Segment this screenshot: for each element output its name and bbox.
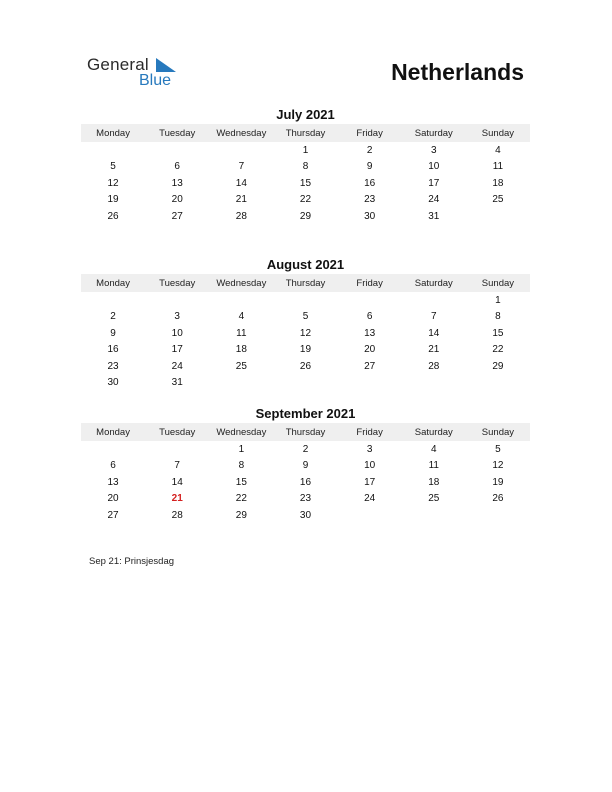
day-cell: 23	[299, 493, 312, 505]
day-cell: 25	[428, 493, 440, 505]
week-row	[81, 142, 530, 159]
weekday-label: Tuesday	[159, 426, 196, 438]
weekday-label: Friday	[356, 277, 383, 289]
logo-triangle-icon	[156, 58, 176, 72]
day-cell: 29	[299, 210, 312, 222]
day-cell: 19	[107, 194, 119, 206]
day-cell: 16	[107, 344, 119, 356]
weekday-header-row	[81, 423, 530, 441]
day-cell: 27	[171, 210, 183, 222]
day-cell: 13	[364, 327, 376, 339]
weekday-label: Monday	[96, 426, 130, 438]
weekday-label: Friday	[356, 127, 383, 139]
day-cell: 28	[428, 360, 440, 372]
day-cell: 5	[302, 311, 309, 323]
weekday-header-row	[81, 274, 530, 292]
day-cell: 8	[495, 311, 501, 323]
day-cell: 12	[107, 177, 119, 189]
week-row	[81, 192, 530, 209]
week-row	[81, 292, 530, 309]
weekday-label: Monday	[96, 277, 130, 289]
day-cell: 28	[171, 509, 183, 521]
week-row	[81, 325, 530, 342]
day-cell: 5	[110, 161, 116, 173]
weekday-label: Friday	[356, 426, 383, 438]
weekday-label: Wednesday	[216, 277, 267, 289]
week-row	[81, 358, 530, 375]
weekday-label: Saturday	[414, 127, 453, 139]
week-row	[81, 375, 530, 392]
day-cell: 17	[428, 177, 440, 189]
day-cell: 28	[235, 210, 247, 222]
weekday-label: Thursday	[285, 127, 326, 139]
holiday-notes	[89, 556, 174, 567]
week-row	[81, 342, 530, 359]
day-cell: 22	[235, 493, 247, 505]
weekday-header-row	[81, 124, 530, 142]
month-september	[81, 405, 530, 524]
day-cell: 9	[302, 460, 309, 472]
month-july	[81, 106, 530, 225]
weekday-label: Sunday	[481, 277, 515, 289]
weekday-label: Tuesday	[159, 277, 196, 289]
day-cell: 21	[235, 194, 247, 206]
day-cell: 8	[302, 161, 309, 173]
day-cell: 15	[299, 177, 312, 189]
day-cell: 4	[238, 311, 245, 323]
day-cell: 10	[428, 161, 440, 173]
day-cell: 31	[428, 210, 440, 222]
week-row	[81, 208, 530, 225]
general-blue-logo	[87, 55, 187, 91]
month-title: August 2021	[266, 257, 345, 272]
day-cell: 18	[492, 177, 504, 189]
day-cell: 4	[495, 144, 501, 156]
weekday-label: Saturday	[414, 277, 453, 289]
day-cell: 12	[299, 327, 312, 339]
day-cell: 10	[364, 460, 376, 472]
day-cell: 11	[236, 327, 247, 339]
day-cell: 22	[492, 344, 504, 356]
day-cell: 10	[171, 327, 183, 339]
day-cell: 29	[492, 360, 504, 372]
month-title: September 2021	[255, 406, 356, 421]
weekday-label: Wednesday	[216, 127, 267, 139]
day-cell: 9	[366, 161, 373, 173]
day-cell: 20	[107, 493, 119, 505]
day-cell: 2	[366, 144, 373, 156]
day-cell: 11	[492, 161, 504, 173]
day-cell: 27	[364, 360, 376, 372]
day-cell: 22	[299, 194, 312, 206]
day-cell: 6	[174, 161, 180, 173]
day-cell: 16	[299, 476, 312, 488]
country-title: Netherlands	[391, 59, 524, 85]
day-cell: 23	[364, 194, 376, 206]
day-cell: 20	[364, 344, 376, 356]
day-cell: 1	[495, 294, 501, 306]
day-cell: 25	[235, 360, 247, 372]
week-row	[81, 491, 530, 508]
week-row	[81, 175, 530, 192]
day-cell: 29	[235, 509, 247, 521]
day-cell: 6	[110, 460, 116, 472]
week-row	[81, 159, 530, 176]
holiday-day-cell: 21	[171, 493, 183, 505]
day-cell: 18	[235, 344, 247, 356]
day-cell: 7	[174, 460, 180, 472]
day-cell: 7	[430, 311, 437, 323]
day-cell: 13	[107, 476, 119, 488]
weekday-label: Sunday	[481, 127, 515, 139]
day-cell: 2	[110, 311, 116, 323]
day-cell: 15	[235, 476, 247, 488]
day-cell: 13	[171, 177, 183, 189]
day-cell: 3	[366, 443, 373, 455]
day-cell: 9	[110, 327, 116, 339]
week-row	[81, 309, 530, 326]
day-cell: 11	[428, 460, 439, 472]
month-title: July 2021	[276, 107, 335, 122]
day-cell: 24	[171, 360, 183, 372]
day-cell: 19	[492, 476, 504, 488]
day-cell: 3	[430, 144, 437, 156]
day-cell: 30	[107, 377, 119, 389]
day-cell: 1	[302, 144, 309, 156]
day-cell: 21	[428, 344, 440, 356]
weekday-label: Tuesday	[159, 127, 196, 139]
day-cell: 23	[107, 360, 119, 372]
week-row	[81, 474, 530, 491]
day-cell: 14	[171, 476, 183, 488]
day-cell: 6	[366, 311, 373, 323]
day-cell: 26	[492, 493, 504, 505]
day-cell: 24	[428, 194, 440, 206]
week-row	[81, 458, 530, 475]
day-cell: 4	[430, 443, 437, 455]
day-cell: 2	[302, 443, 309, 455]
day-cell: 18	[428, 476, 440, 488]
weekday-label: Thursday	[285, 277, 326, 289]
weekday-label: Sunday	[481, 426, 515, 438]
day-cell: 20	[171, 194, 183, 206]
day-cell: 12	[492, 460, 504, 472]
logo-text-blue: Blue	[139, 72, 172, 89]
day-cell: 1	[238, 443, 245, 455]
logo-text-general: General	[87, 55, 149, 74]
day-cell: 31	[171, 377, 183, 389]
day-cell: 30	[299, 509, 312, 521]
weekday-label: Monday	[96, 127, 130, 139]
day-cell: 14	[235, 177, 247, 189]
day-cell: 27	[107, 509, 119, 521]
day-cell: 24	[364, 493, 376, 505]
month-august	[81, 256, 530, 391]
day-cell: 7	[238, 161, 245, 173]
holiday-note: Sep 21: Prinsjesdag	[89, 556, 175, 567]
day-cell: 15	[492, 327, 504, 339]
day-cell: 25	[492, 194, 504, 206]
weekday-label: Saturday	[414, 426, 453, 438]
weekday-label: Thursday	[285, 426, 326, 438]
week-row	[81, 507, 530, 524]
day-cell: 30	[364, 210, 376, 222]
day-cell: 17	[364, 476, 376, 488]
weekday-label: Wednesday	[216, 426, 267, 438]
day-cell: 17	[171, 344, 183, 356]
day-cell: 19	[299, 344, 312, 356]
week-row	[81, 441, 530, 458]
day-cell: 5	[495, 443, 501, 455]
day-cell: 26	[299, 360, 312, 372]
day-cell: 3	[174, 311, 180, 323]
day-cell: 16	[364, 177, 376, 189]
day-cell: 8	[238, 460, 245, 472]
day-cell: 14	[428, 327, 440, 339]
day-cell: 26	[107, 210, 119, 222]
